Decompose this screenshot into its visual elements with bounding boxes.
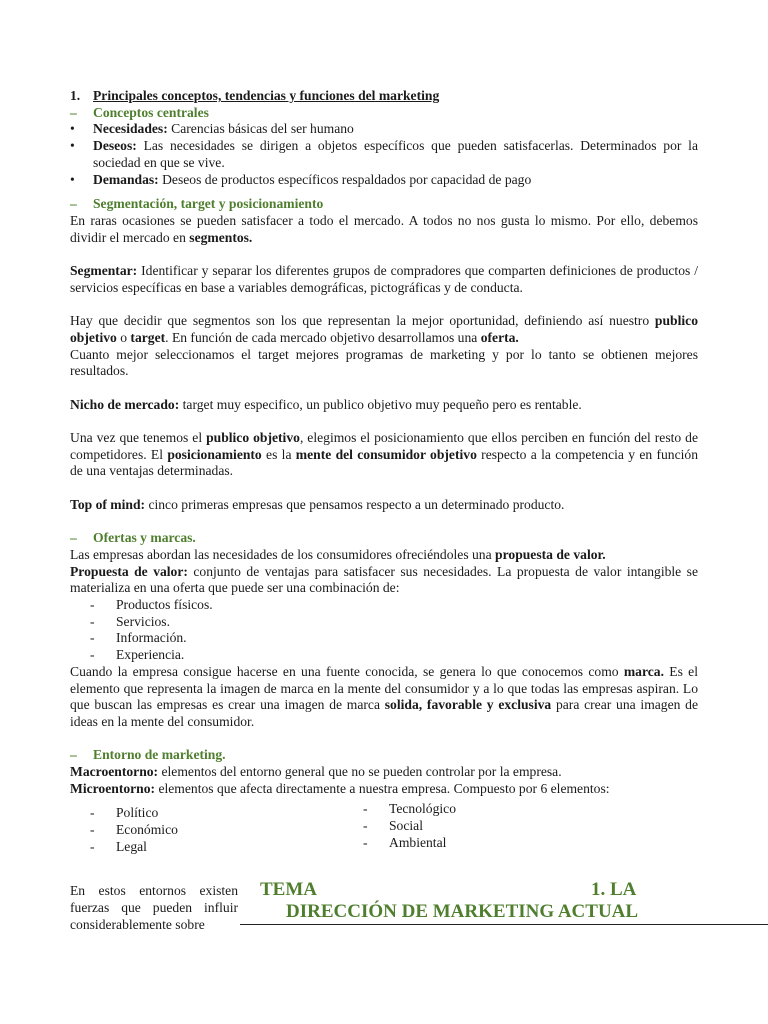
section-title-conceptos [70,105,698,122]
list-item: - Productos físicos. [90,597,213,612]
bullet-demandas [70,172,698,189]
list-item: - Experiencia. [90,647,185,663]
paragraph-publico-objetivo: Hay que decidir que segmentos son los que representan la mejor oportunidad, definiendo así nuestro publico objetivo o target. En función de cada mercado objetivo desarrollamos una oferta. [70,313,698,345]
bullet-text: Carencias básicas del ser humano [167,121,354,137]
section-dash: – [70,196,77,212]
entorno-columns [70,797,698,854]
section-title-text: Entorno de marketing. [93,747,226,763]
document-body [70,88,699,854]
list-item: - Servicios. [90,613,170,629]
list-item: - Legal [90,838,147,854]
paragraph-posicionamiento: Una vez que tenemos el publico objetivo, elegimos el posicionamiento que ellos perciben en función del resto de competidores. El posicionamiento es la mente del consumidor objetivo respecto a la competencia y en función de una ventajas determinadas. [70,430,699,479]
paragraph-segmentar: Segmentar: Identificar y separar los diferentes grupos de compradores que comparten definiciones de productos / servicios específicas en base a variables demográficas, pictográficas y de conducta. [70,263,698,295]
list-item: - Tecnológico [363,801,456,817]
bullet-text: Las necesidades se dirigen a objetos específicos que pueden satisfacerlas. Determinados por la sociedad en que se vive. [93,138,698,170]
bullet-marker: • [70,138,75,154]
entorno-column-right [343,801,456,851]
title-word-1-la: 1. LA [591,879,637,900]
bullet-marker: • [70,121,75,137]
paragraph-entornos-fuerzas: En estos entornos existen fuerzas que pueden influir considerablemente sobre [70,883,238,932]
bullet-deseos [70,138,698,171]
section-title-entorno [70,747,698,764]
list-item: - Social [363,818,423,834]
section-title-text: Segmentación, target y posicionamiento [93,196,324,212]
section-title-segmentacion [70,196,698,213]
list-item: - Económico [90,822,178,838]
paragraph-propuesta: Las empresas abordan las necesidades de los consumidores ofreciéndoles una propuesta de valor. [70,546,606,562]
paragraph-microentorno: Microentorno: elementos que afecta directamente a nuestra empresa. Compuesto por 6 elementos: [70,780,610,796]
bullet-text: Deseos de productos específicos respaldados por capacidad de pago [158,171,532,187]
footer-area [70,879,698,932]
paragraph-top-of-mind: Top of mind: cinco primeras empresas que pensamos respecto a un determinado producto. [70,496,565,512]
paragraph-propuesta-def: Propuesta de valor: conjunto de ventajas para satisfacer sus necesidades. La propuesta de valor intangible se materializa en una oferta que puede ser una combinación de: [70,563,698,596]
bullet-marker: • [70,171,75,187]
title-line-direccion: DIRECCIÓN DE MARKETING ACTUAL [286,901,639,922]
title-word-tema: TEMA [260,879,317,900]
section-title-ofertas [70,530,698,547]
heading-number: 1. [70,88,81,103]
list-item: - Información. [90,630,187,646]
section-dash: – [70,530,77,546]
bullet-term: Necesidades: [93,121,168,137]
paragraph-segmentos: En raras ocasiones se pueden satisfacer a todo el mercado. A todos no nos gusta lo mismo. Por ello, debemos dividir el mercado en segmentos. [70,212,698,245]
bullet-term: Demandas: [93,171,159,187]
main-heading [70,88,698,105]
bullet-term: Deseos: [93,138,137,154]
section-title-text: Conceptos centrales [93,104,209,120]
title-underline-rule [240,924,768,925]
entorno-column-left [70,805,178,855]
heading-text: Principales conceptos, tendencias y funciones del marketing [93,88,440,103]
bullet-necesidades [70,121,698,138]
paragraph-nicho: Nicho de mercado: target muy especifico, un publico objetivo muy pequeño pero es rentable. [70,396,582,412]
paragraph-target: Cuanto mejor seleccionamos el target mejores programas de marketing y por lo tanto se obtienen mejores resultados. [70,346,698,379]
section-title-text: Ofertas y marcas. [93,530,196,546]
paragraph-macroentorno: Macroentorno: elementos del entorno general que no se pueden controlar por la empresa. [70,764,562,780]
list-item: - Ambiental [363,834,447,850]
paragraph-marca: Cuando la empresa consigue hacerse en una fuente conocida, se genera lo que conocemos como marca. Es el elemento que representa la imagen de marca en la mente del consumidor y a lo que todas las empresas aspiran. Lo que buscan las empresas es crear una imagen de marca solida, favorable y exclusiva para crear una imagen de ideas en la mente del consumidor. [70,663,699,729]
list-item: - Político [90,805,159,821]
section-dash: – [70,104,77,120]
section-dash: – [70,747,77,763]
